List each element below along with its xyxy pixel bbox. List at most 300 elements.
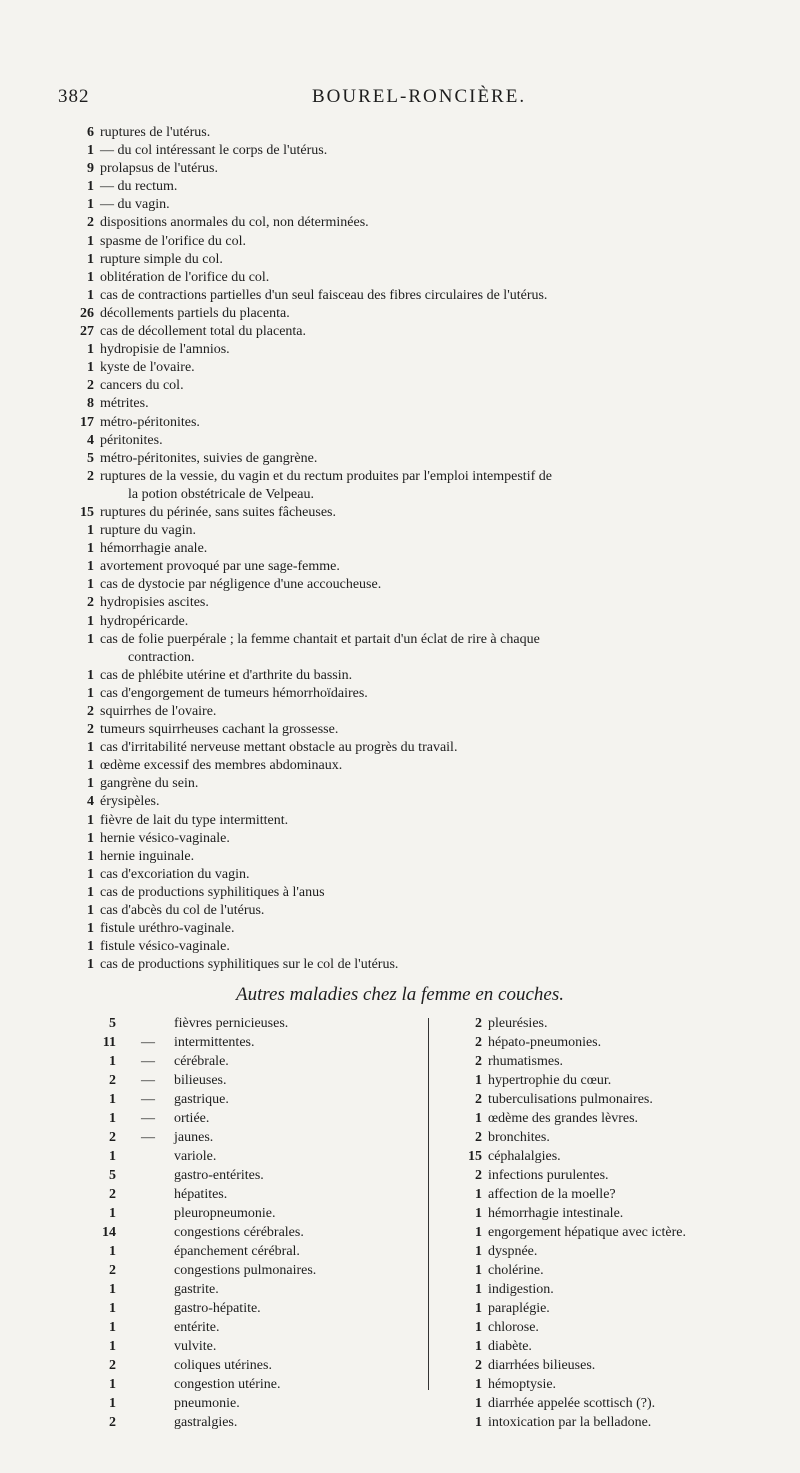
item-text: tumeurs squirrheuses cachant la grossesse. [100,722,339,738]
item-text: congestion utérine. [174,1377,281,1392]
ditto-mark [122,1356,174,1375]
item-count: 1 [87,921,94,937]
list-item [80,830,770,848]
item-count: 14 [102,1225,116,1240]
item-text: épanchement cérébral. [174,1244,300,1259]
item-count: 17 [80,414,94,430]
item-count: 2 [109,1358,116,1373]
ditto-mark: — [141,1111,155,1126]
item-count: 2 [475,1035,482,1050]
item-text: cas d'excoriation du vagin. [100,866,250,882]
item-count: 2 [109,1187,116,1202]
left-list-item [92,1242,422,1261]
ditto-mark [122,1014,174,1033]
left-list-item [92,1280,422,1299]
item-count: 1 [475,1206,482,1221]
list-item [80,757,770,775]
item-count: 1 [109,1092,116,1107]
item-text: indigestion. [488,1282,554,1297]
page-number: 382 [58,86,90,107]
item-text: fièvres pernicieuses. [174,1016,289,1031]
list-item [80,594,770,612]
item-count: 1 [87,143,94,159]
item-count: 1 [87,740,94,756]
item-count: 1 [475,1339,482,1354]
right-list-item [458,1109,788,1128]
right-list-item [458,1261,788,1280]
item-text: infections purulentes. [488,1168,609,1183]
item-count: 1 [87,957,94,973]
right-list-item [458,1147,788,1166]
item-text: pleuropneumonie. [174,1206,276,1221]
item-count: 15 [468,1149,482,1164]
item-count: 1 [109,1282,116,1297]
list-item [80,667,770,685]
item-count: 1 [87,631,94,647]
right-list-item [458,1299,788,1318]
item-count: 1 [87,287,94,303]
ditto-mark [122,1166,174,1185]
item-count: 1 [87,251,94,267]
item-text: engorgement hépatique avec ictère. [488,1225,686,1240]
left-column [92,1014,422,1432]
item-text: diarrhées bilieuses. [488,1358,596,1373]
list-item [80,540,770,558]
item-count: 4 [87,432,94,448]
ditto-mark [122,1337,174,1356]
item-count: 6 [87,125,94,140]
item-text: diabète. [488,1339,532,1354]
list-item [80,142,770,160]
item-count: 1 [109,1396,116,1411]
list-item [80,178,770,196]
right-list-item [458,1337,788,1356]
ditto-mark [122,1299,174,1318]
list-item [80,631,770,649]
item-count: 1 [87,884,94,900]
right-list-item [458,1394,788,1413]
item-text: bilieuses. [174,1073,227,1088]
list-item [80,685,770,703]
section-title: Autres maladies chez la femme en couches. [235,984,564,1005]
item-text: hydropéricarde. [100,613,189,629]
item-text: coliques utérines. [174,1358,272,1373]
right-list-item [458,1356,788,1375]
list-item [80,775,770,793]
item-text: intermittentes. [174,1035,255,1050]
item-count: 1 [109,1054,116,1069]
item-text: pneumonie. [174,1396,240,1411]
item-text: cérébrale. [174,1054,229,1069]
item-text: ruptures de l'utérus. [100,125,211,140]
list-item [80,793,770,811]
item-count: 1 [109,1339,116,1354]
left-list-item [92,1204,422,1223]
item-text: gastro-hépatite. [174,1301,261,1316]
item-count: 1 [109,1301,116,1316]
left-list-item [92,1147,422,1166]
item-text: affection de la moelle? [488,1187,616,1202]
list-item-continuation [80,649,770,667]
left-list-item [92,1071,422,1090]
item-text: squirrhes de l'ovaire. [100,704,217,719]
right-list-item [458,1090,788,1109]
right-list-item [458,1242,788,1261]
item-count: 2 [475,1358,482,1373]
item-text: congestions pulmonaires. [174,1263,317,1278]
right-list-item [458,1185,788,1204]
item-count: 1 [109,1377,116,1392]
item-count: 2 [475,1092,482,1107]
item-count: 1 [87,903,94,919]
item-count: 1 [87,342,94,358]
ditto-mark: — [141,1130,155,1145]
right-list-item [458,1223,788,1242]
item-text: gastrite. [174,1282,219,1297]
item-text: hépato-pneumonies. [488,1035,602,1050]
item-count: 1 [87,541,94,557]
item-count: 1 [475,1187,482,1202]
item-count: 2 [87,595,94,611]
item-text: cas d'engorgement de tumeurs hémorrhoïdaires. [100,685,368,701]
item-text: dispositions anormales du col, non déterminées. [100,215,369,231]
right-list-item [458,1375,788,1394]
item-text: dyspnée. [488,1244,538,1259]
item-count: 1 [475,1073,482,1088]
ditto-mark [122,1223,174,1242]
right-list-item [458,1413,788,1432]
item-count: 2 [87,468,94,484]
item-text: fistule uréthro-vaginale. [100,921,235,937]
item-text: spasme de l'orifice du col. [100,233,246,249]
item-text: hémoptysie. [488,1377,557,1392]
item-text: décollements partiels du placenta. [100,305,290,321]
item-count: 2 [87,215,94,231]
item-text: hémorrhagie intestinale. [488,1206,624,1221]
item-text: cas de phlébite utérine et d'arthrite du bassin. [100,667,353,683]
item-text: oblitération de l'orifice du col. [100,269,270,285]
item-count: 4 [87,794,94,810]
item-text: pleurésies. [488,1016,548,1031]
left-list-item [92,1185,422,1204]
item-text: hydropisies ascites. [100,595,209,611]
left-list-item [92,1337,422,1356]
item-text: gastralgies. [174,1415,238,1430]
left-list-item [92,1299,422,1318]
item-count: 1 [87,523,94,539]
list-item-continuation [80,486,770,504]
item-text: métro-péritonites, suivies de gangrène. [100,450,318,466]
item-text: entérite. [174,1320,220,1335]
item-text: hernie inguinale. [100,848,195,864]
item-text: rupture simple du col. [100,251,223,267]
item-text: jaunes. [174,1130,214,1145]
right-list-item [458,1166,788,1185]
ditto-mark [122,1413,174,1432]
item-text: diarrhée appelée scottisch (?). [488,1396,656,1411]
list-item [80,432,770,450]
list-item [80,305,770,323]
ditto-mark: — [141,1092,155,1107]
left-list-item [92,1128,422,1147]
item-text: fièvre de lait du type intermittent. [100,812,289,828]
right-list-item [458,1280,788,1299]
item-count: 2 [475,1054,482,1069]
list-item [80,703,770,721]
item-text: hernie vésico-vaginale. [100,830,230,846]
right-list-item [458,1318,788,1337]
item-count: 1 [87,577,94,593]
item-text: cas de productions syphilitiques à l'anus [100,884,325,900]
item-text: cas de productions syphilitiques sur le col de l'utérus. [100,957,399,973]
item-text: variole. [174,1149,217,1164]
item-count: 1 [87,758,94,774]
left-list-item [92,1413,422,1432]
list-item [80,287,770,305]
item-text: intoxication par la belladone. [488,1415,652,1430]
list-item [80,848,770,866]
item-text: vulvite. [174,1339,217,1354]
item-text: chlorose. [488,1320,539,1335]
item-text: rupture du vagin. [100,523,197,539]
item-count: 1 [87,559,94,575]
item-count: 1 [87,269,94,285]
item-text: avortement provoqué par une sage-femme. [100,559,340,575]
ditto-mark [122,1242,174,1261]
item-count: 1 [87,776,94,792]
left-list-item [92,1109,422,1128]
item-text: gastro-entérites. [174,1168,264,1183]
list-item [80,956,770,974]
item-text: ruptures de la vessie, du vagin et du rectum produites par l'emploi intempestif de [100,468,552,484]
ditto-mark [122,1204,174,1223]
item-text: cas de décollement total du placenta. [100,324,307,340]
list-item [80,341,770,359]
right-column [458,1014,788,1432]
item-text: cholérine. [488,1263,544,1278]
item-count: 5 [109,1168,116,1183]
ditto-mark: — [141,1073,155,1088]
running-head: BOUREL-RONCIÈRE. [312,86,527,107]
right-list-item [458,1033,788,1052]
item-count: 1 [87,667,94,683]
right-list-item [458,1071,788,1090]
list-item [80,160,770,178]
item-count: 1 [475,1263,482,1278]
left-list-item [92,1318,422,1337]
item-count: 1 [109,1244,116,1259]
item-count: 1 [475,1396,482,1411]
item-count: 2 [87,722,94,738]
item-count: 26 [80,305,94,321]
item-count: 1 [475,1225,482,1240]
item-text: péritonites. [100,432,163,448]
item-count: 2 [475,1016,482,1031]
list-item [80,124,770,142]
item-count: 1 [475,1301,482,1316]
item-text: tuberculisations pulmonaires. [488,1092,653,1107]
right-list-item [458,1052,788,1071]
list-item [80,920,770,938]
column-divider [428,1018,429,1390]
item-text: céphalalgies. [488,1149,561,1164]
item-text: hémorrhagie anale. [100,541,208,557]
list-item [80,558,770,576]
item-text: paraplégie. [488,1301,550,1316]
ditto-mark [122,1147,174,1166]
item-text: métro-péritonites. [100,414,200,430]
left-list-item [92,1261,422,1280]
item-count: 1 [87,939,94,955]
item-count: 2 [87,704,94,719]
list-item [80,450,770,468]
item-count: 5 [87,450,94,466]
list-item [80,323,770,341]
item-count: 1 [475,1244,482,1259]
list-item [80,395,770,413]
ditto-mark [122,1261,174,1280]
item-count: 1 [109,1320,116,1335]
item-text: — du vagin. [100,197,170,213]
list-item [80,196,770,214]
item-count: 1 [87,830,94,846]
item-count: 2 [109,1130,116,1145]
item-count: 1 [87,360,94,376]
list-item [80,359,770,377]
item-text: gangrène du sein. [100,776,199,792]
item-text: cas de contractions partielles d'un seul faisceau des fibres circulaires de l'utérus. [100,287,548,303]
left-list-item [92,1394,422,1413]
item-text: fistule vésico-vaginale. [100,939,230,955]
item-text: — du col intéressant le corps de l'utérus. [100,143,328,159]
item-count: 11 [102,1035,116,1050]
item-count: 1 [109,1149,116,1164]
right-list-item [458,1014,788,1033]
item-text: hypertrophie du cœur. [488,1073,612,1088]
item-count: 1 [87,197,94,213]
left-list-item [92,1166,422,1185]
item-text-continuation: la potion obstétricale de Velpeau. [128,486,314,502]
list-item [80,576,770,594]
item-count: 15 [80,504,94,520]
item-count: 1 [475,1377,482,1392]
item-text: gastrique. [174,1092,229,1107]
list-item [80,739,770,757]
item-count: 1 [109,1111,116,1126]
item-count: 1 [475,1415,482,1430]
item-count: 1 [109,1206,116,1221]
ditto-mark: — [141,1035,155,1050]
list-item [80,613,770,631]
list-item [80,233,770,251]
item-count: 5 [109,1016,116,1031]
list-item [80,269,770,287]
item-count: 2 [87,378,94,394]
item-text: — du rectum. [100,179,178,195]
list-item [80,522,770,540]
list-item [80,721,770,739]
item-text: congestions cérébrales. [174,1225,304,1240]
item-count: 2 [109,1073,116,1088]
item-count: 1 [87,179,94,195]
item-text: œdème des grandes lèvres. [488,1111,639,1126]
right-list-item [458,1204,788,1223]
left-list-item [92,1375,422,1394]
item-text: prolapsus de l'utérus. [100,161,219,177]
list-item [80,902,770,920]
ditto-mark: — [141,1054,155,1069]
list-item [80,938,770,956]
list-item [80,414,770,432]
list-item [80,214,770,232]
list-item [80,866,770,884]
left-list-item [92,1014,422,1033]
item-text: cancers du col. [100,378,184,394]
item-count: 1 [475,1282,482,1297]
item-count: 1 [87,613,94,629]
list-item [80,377,770,395]
item-text: cas d'abcès du col de l'utérus. [100,903,265,919]
ditto-mark [122,1318,174,1337]
item-text: métrites. [100,396,149,412]
item-text: cas d'irritabilité nerveuse mettant obstacle au progrès du travail. [100,740,458,756]
left-list-item [92,1052,422,1071]
item-count: 2 [475,1168,482,1183]
item-text: hépatites. [174,1187,228,1202]
list-item [80,884,770,902]
item-text: hydropisie de l'amnios. [100,342,230,358]
item-count: 2 [109,1415,116,1430]
list-item [80,468,770,486]
item-count: 2 [109,1263,116,1278]
left-list-item [92,1090,422,1109]
item-count: 2 [475,1130,482,1145]
item-text: ortiée. [174,1111,210,1126]
item-text: érysipèles. [100,794,160,810]
item-text: rhumatismes. [488,1054,564,1069]
ditto-mark [122,1280,174,1299]
ditto-mark [122,1185,174,1204]
list-item [80,251,770,269]
item-count: 1 [87,685,94,701]
main-list [80,124,770,974]
ditto-mark [122,1375,174,1394]
item-text: œdème excessif des membres abdominaux. [100,758,343,774]
item-count: 1 [87,866,94,882]
item-text: cas de folie puerpérale ; la femme chantait et partait d'un éclat de rire à chaque [100,631,540,647]
item-count: 1 [87,233,94,249]
list-item [80,504,770,522]
item-text-continuation: contraction. [128,649,195,665]
item-count: 1 [87,812,94,828]
left-list-item [92,1223,422,1242]
item-count: 9 [87,161,94,177]
item-text: bronchites. [488,1130,550,1145]
item-count: 1 [475,1320,482,1335]
item-text: ruptures du périnée, sans suites fâcheuses. [100,504,336,520]
item-text: cas de dystocie par négligence d'une accoucheuse. [100,577,382,593]
item-count: 1 [87,848,94,864]
item-count: 27 [80,324,94,340]
ditto-mark [122,1394,174,1413]
list-item [80,812,770,830]
item-count: 1 [475,1111,482,1126]
left-list-item [92,1356,422,1375]
item-text: kyste de l'ovaire. [100,360,195,376]
left-list-item [92,1033,422,1052]
right-list-item [458,1128,788,1147]
item-count: 8 [87,396,94,412]
